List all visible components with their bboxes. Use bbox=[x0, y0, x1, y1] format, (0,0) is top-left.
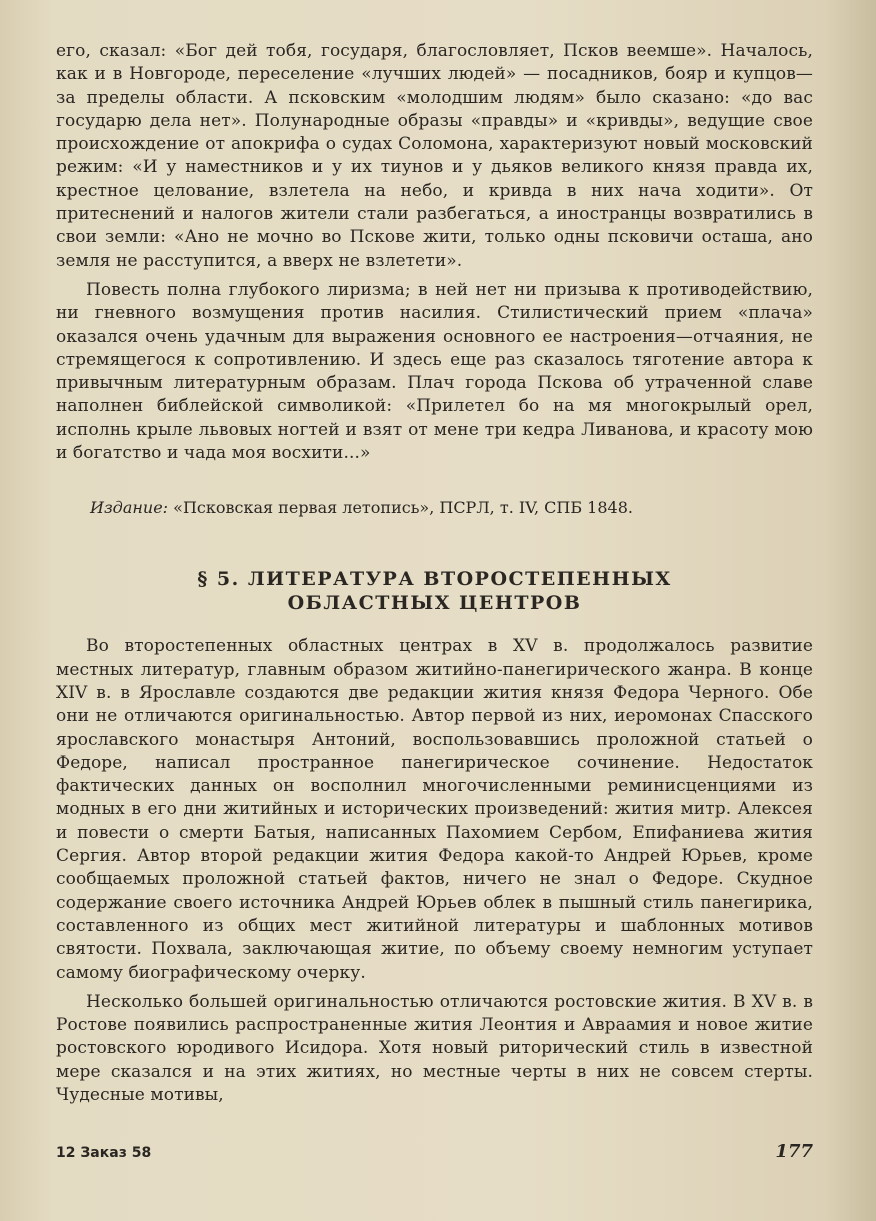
edition-note bbox=[90, 497, 813, 519]
section-heading bbox=[56, 567, 813, 615]
paragraph-lament: Повесть полна глубокого лиризма; в ней нет ни призыва к противодействию, ни гневного возмущения против насилия. Стилистический прием «плача» оказался очень удачным для выражения основного ее настроения—отчаяния, не стремящегося к сопротивлению. И здесь еще раз сказалось тяготение автора к привычным литературным образам. Плач города Пскова об утраченной славе наполнен библейской символикой: «Прилетел бо на мя многокрылый орел, исполнь крыле львовых ногтей и взят от мене три кедра Ливанова, и красоту мою и богатство и чада моя восхити...» bbox=[56, 279, 813, 464]
printer-signature: 12 Заказ 58 bbox=[56, 1145, 152, 1161]
paragraph-yaroslavl: Во второстепенных областных центрах в XV в. продолжалось развитие местных литератур, главным образом житийно-панегирического жанра. В конце XIV в. в Ярославле создаются две редакции жития князя Федора Черного. Обе они не отличаются оригинальностью. Автор первой из них, иеромонах Спасского ярославского монастыря Антоний, воспользовавшись проложной статьей о Федоре, написал пространное панегирическое сочинение. Недостаток фактических данных он восполнил многочисленными реминисценциями из модных в его дни житийных и исторических произведений: жития митр. Алексея и повести о смерти Батыя, написанных Пахомием Сербом, Епифаниева жития Сергия. Автор второй редакции жития Федора какой-то Андрей Юрьев, кроме сообщаемых проложной статьей фактов, ничего не знал о Федоре. Скудное содержание своего источника Андрей Юрьев облек в пышный стиль панегирика, составленного из общих мест житийной литературы и шаблонных мотивов святости. Похвала, заключающая житие, по объему своему немногим уступает самому биографическому очерку. bbox=[56, 636, 813, 983]
edition-label: Издание: bbox=[90, 498, 169, 518]
paragraph-rostov: Несколько большей оригинальностью отличаются ростовские жития. В XV в. в Ростове появились распространенные жития Леонтия и Авраамия и новое житие ростовского юродивого Исидора. Хотя новый риторический стиль в известной мере сказался и на этих житиях, но местные черты в них не совсем стерты. Чудесные мотивы, bbox=[56, 991, 813, 1105]
edition-text: «Псковская первая летопись», ПСРЛ, т. IV, СПБ 1848. bbox=[173, 498, 633, 518]
page-number: 177 bbox=[775, 1141, 813, 1162]
page-text bbox=[56, 40, 813, 1107]
page-footer bbox=[56, 1141, 813, 1165]
section-heading-line2: ОБЛАСТНЫХ ЦЕНТРОВ bbox=[287, 592, 582, 615]
paragraph-continuation: его, сказал: «Бог дей тобя, государя, благословляет, Псков веемше». Началось, как и в Новгороде, переселение «лучших людей» — посадников, бояр и купцов—за пределы области. А псковским «молодшим людям» было сказано: «до вас государю дела нет». Полународные образы «правды» и «кривды», ведущие свое происхождение от апокрифа о судах Соломона, характеризуют новый московский режим: «И у наместников и у их тиунов и у дьяков великого князя правда их, крестное целование, взлетела на небо, и кривда в них нача ходити». От притеснений и налогов жители стали разбегаться, а иностранцы возвратились в свои земли: «Ано не мочно во Пскове жити, только одны псковичи осташа, ано земля не расступится, а вверх не взлетети». bbox=[56, 41, 813, 271]
section-heading-line1: § 5. ЛИТЕРАТУРА ВТОРОСТЕПЕННЫХ bbox=[197, 568, 672, 591]
